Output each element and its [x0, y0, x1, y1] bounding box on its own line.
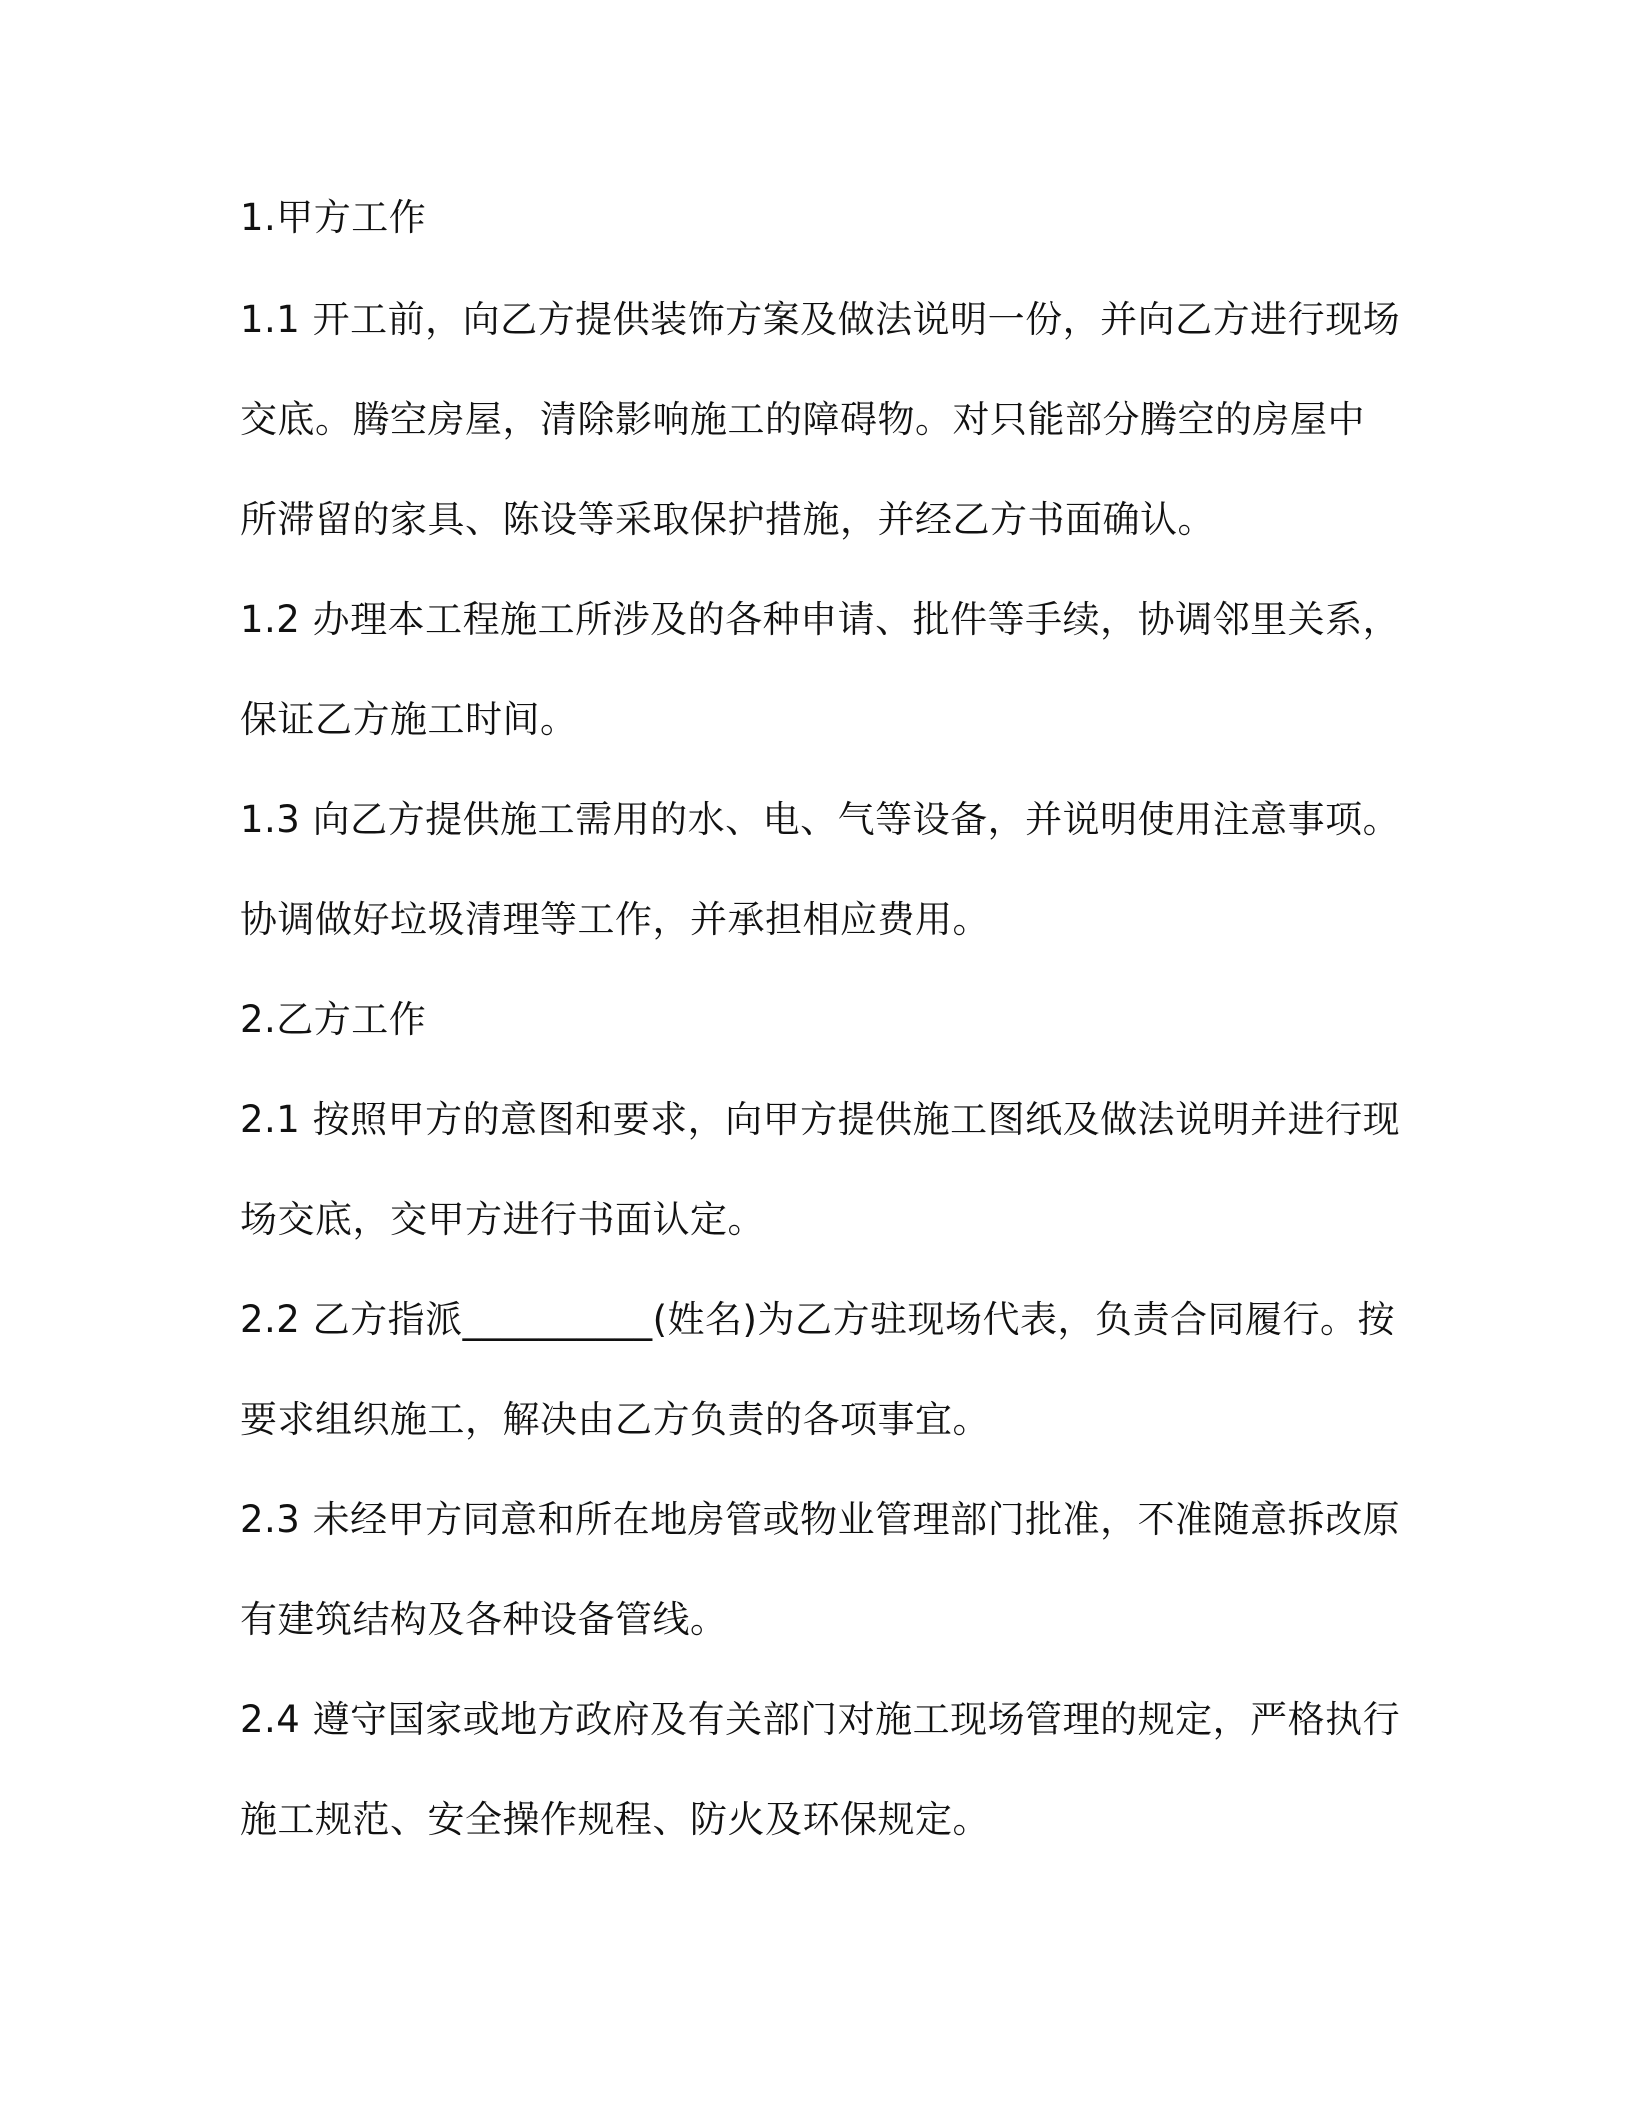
clause-2-4-line-1: 2.4 遵守国家或地方政府及有关部门对施工现场管理的规定，严格执行 [240, 1698, 1401, 1741]
clause-1-3-line-2: 协调做好垃圾清理等工作，并承担相应费用。 [240, 898, 990, 941]
clause-2-2-line-1: 2.2 乙方指派__________(姓名)为乙方驻现场代表，负责合同履行。按 [240, 1298, 1395, 1341]
clause-1-1-line-2: 交底。腾空房屋，清除影响施工的障碍物。对只能部分腾空的房屋中 [240, 398, 1365, 441]
clause-2-3-line-1: 2.3 未经甲方同意和所在地房管或物业管理部门批准，不准随意拆改原 [240, 1498, 1401, 1541]
clause-2-1-line-2: 场交底，交甲方进行书面认定。 [240, 1198, 765, 1241]
clause-1-1-line-1: 1.1 开工前，向乙方提供装饰方案及做法说明一份，并向乙方进行现场 [240, 298, 1401, 341]
clause-1-2-line-2: 保证乙方施工时间。 [240, 698, 578, 741]
clause-1-2-line-1: 1.2 办理本工程施工所涉及的各种申请、批件等手续，协调邻里关系， [240, 598, 1401, 641]
clause-1-1-line-3: 所滞留的家具、陈设等采取保护措施，并经乙方书面确认。 [240, 498, 1215, 541]
clause-2-2-line-2: 要求组织施工，解决由乙方负责的各项事宜。 [240, 1398, 990, 1441]
clause-2-4-line-2: 施工规范、安全操作规程、防火及环保规定。 [240, 1798, 990, 1841]
section-heading-party-b: 2.乙方工作 [240, 998, 427, 1041]
clause-2-3-line-2: 有建筑结构及各种设备管线。 [240, 1598, 728, 1641]
section-heading-party-a: 1.甲方工作 [240, 196, 427, 239]
clause-1-3-line-1: 1.3 向乙方提供施工需用的水、电、气等设备，并说明使用注意事项。 [240, 798, 1401, 841]
clause-2-1-line-1: 2.1 按照甲方的意图和要求，向甲方提供施工图纸及做法说明并进行现 [240, 1098, 1401, 1141]
